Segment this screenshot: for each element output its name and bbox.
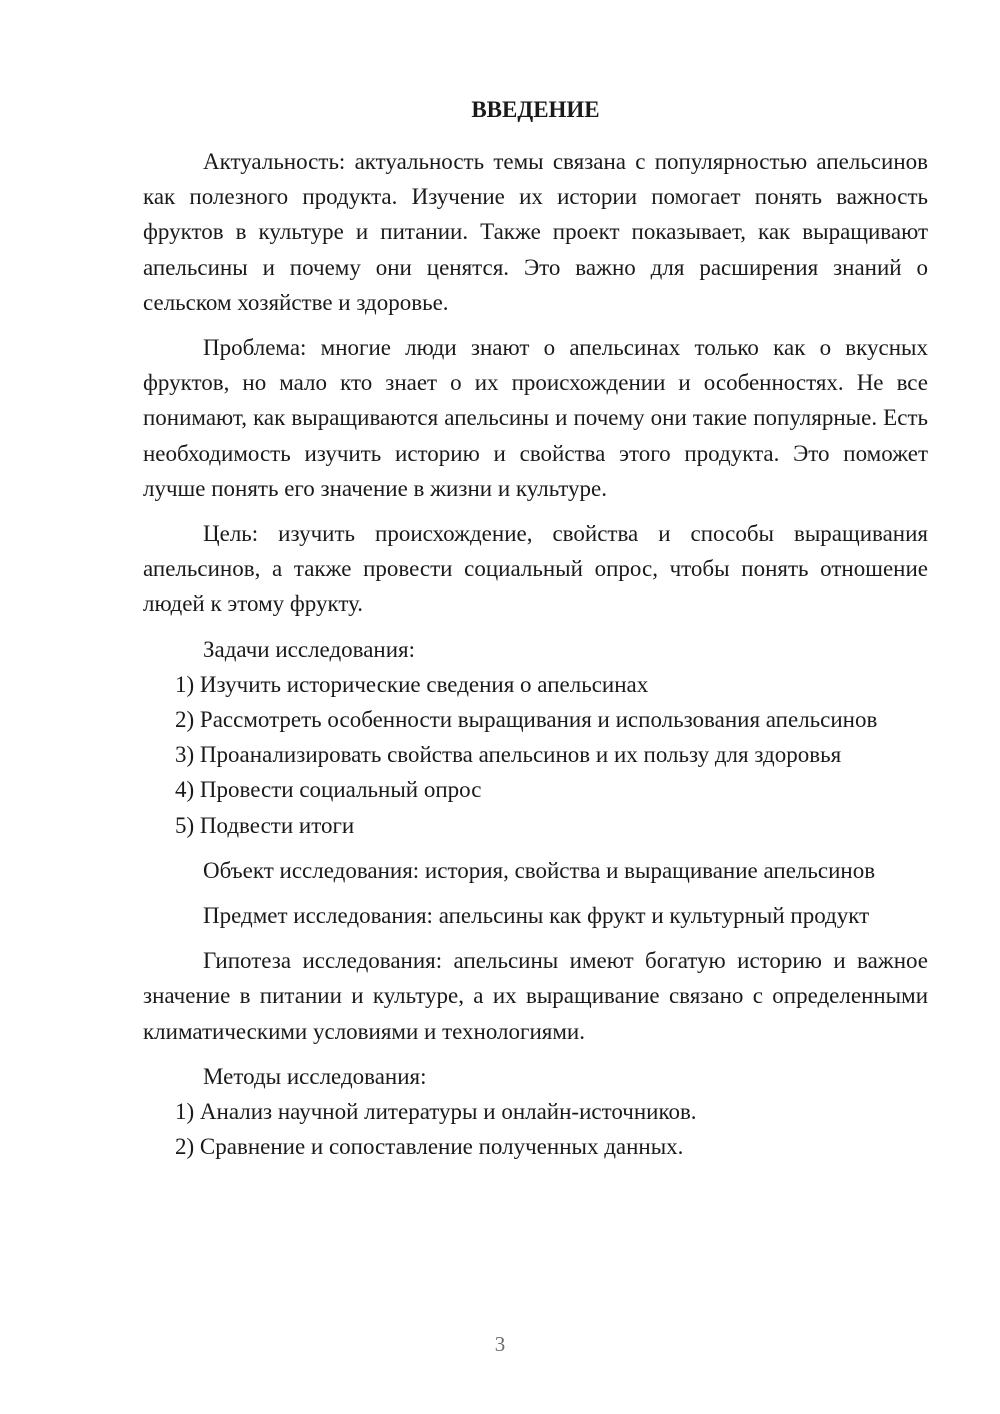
list-item: 4) Провести социальный опрос (175, 777, 482, 803)
problem-paragraph: Проблема: многие люди знают о апельсинах только как о вкусных фруктов, но мало кто знает о их происхождении и особенностях. Не все понимают, как выращиваются апельсины и почему они такие популярные. Есть необходимость изучить историю и свойства этого продукта. Это поможет лучше понять его значение в жизни и культуре. (143, 335, 928, 501)
list-item: 2) Рассмотреть особенности выращивания и использования апельсинов (175, 707, 878, 733)
object-paragraph: Объект исследования: история, свойства и выращивание апельсинов (203, 857, 876, 883)
section-title: ВВЕДЕНИЕ (471, 97, 600, 122)
goal-paragraph: Цель: изучить происхождение, свойства и способы выращивания апельсинов, а также провести социальный опрос, чтобы понять отношение людей к этому фрукту. (143, 521, 928, 617)
subject-paragraph: Предмет исследования: апельсины как фрукт и культурный продукт (203, 903, 870, 929)
list-item: 1) Анализ научной литературы и онлайн-источников. (175, 1099, 697, 1125)
methods-list (143, 1094, 928, 1164)
tasks-list (143, 667, 928, 843)
hypothesis-paragraph: Гипотеза исследования: апельсины имеют богатую историю и важное значение в питании и культуре, а их выращивание связано с определенными климатическими условиями и технологиями. (143, 948, 928, 1044)
list-item: 3) Проанализировать свойства апельсинов и их пользу для здоровья (175, 742, 842, 768)
page-number: 3 (494, 1332, 506, 1356)
list-item: 1) Изучить исторические сведения о апельсинах (175, 671, 649, 697)
tasks-heading: Задачи исследования: (203, 636, 416, 662)
list-item: 5) Подвести итоги (175, 812, 355, 838)
relevance-paragraph: Актуальность: актуальность темы связана с популярностью апельсинов как полезного продукта. Изучение их истории помогает понять важность фруктов в культуре и питании. Также проект показывает, как выращивают апельсины и почему они ценятся. Это важно для расширения знаний о сельском хозяйстве и здоровье. (143, 149, 928, 315)
list-item: 2) Сравнение и сопоставление полученных данных. (175, 1134, 684, 1160)
document-body (143, 92, 928, 1164)
methods-heading: Методы исследования: (203, 1063, 427, 1089)
